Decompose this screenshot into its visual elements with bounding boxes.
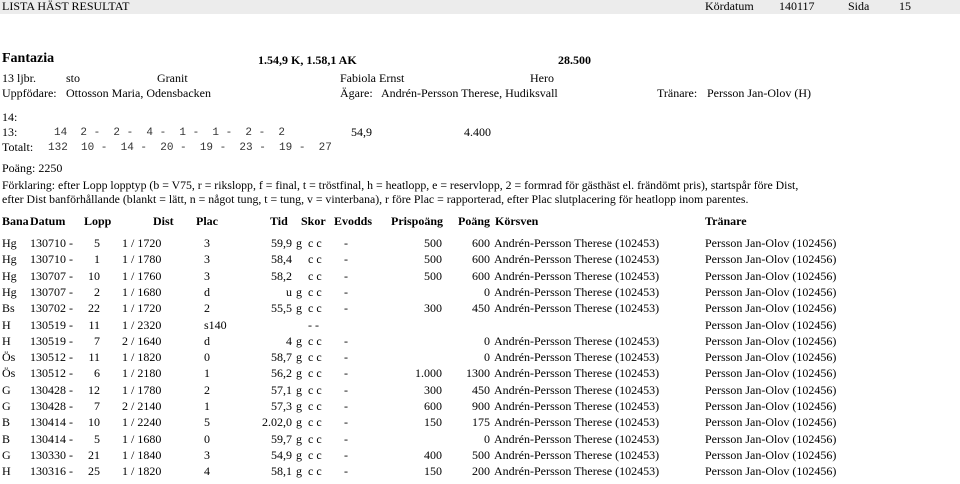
cell-tid: 58,2 xyxy=(271,268,292,283)
cell-tranare: Persson Jan-Olov (102456) xyxy=(705,350,837,365)
breeder-name: Ottosson Maria, Odensbacken xyxy=(66,86,211,100)
col-korsven: Körsven xyxy=(495,214,539,228)
horse-dam: Hero xyxy=(530,71,554,85)
col-datum: Datum xyxy=(30,214,66,228)
cell-plac: d xyxy=(204,333,210,348)
cell-tid: 2.02,0 xyxy=(262,415,292,430)
cell-poang: 0 xyxy=(484,350,490,365)
cell-korsven: Andrén-Persson Therese (102453) xyxy=(494,399,660,413)
cell-datum: 130316 - xyxy=(30,464,73,479)
cell-lopp: 1 xyxy=(94,252,100,267)
owner-label: Ägare: xyxy=(340,86,373,100)
report-header xyxy=(0,0,960,14)
cell-skor: c c xyxy=(308,284,322,299)
cell-dist: 1 / 1720 xyxy=(122,301,162,316)
cell-tid: 57,1 xyxy=(271,382,292,397)
cell-tid: 58,1 xyxy=(271,464,292,479)
date-value: 140117 xyxy=(779,0,815,13)
cell-datum: 130707 - xyxy=(30,284,73,299)
cell-dist: 1 / 1720 xyxy=(122,236,162,250)
cell-tranare: Persson Jan-Olov (102456) xyxy=(705,317,837,332)
stats-13-label: 13: xyxy=(2,125,18,139)
cell-bana: Hg xyxy=(2,236,17,250)
cell-bana: Hg xyxy=(2,284,17,299)
cell-datum: 130428 - xyxy=(30,399,73,413)
cell-lopp: 12 xyxy=(88,382,100,397)
col-tranare: Tränare xyxy=(705,214,747,228)
horse-records: 1.54,9 K, 1.58,1 AK xyxy=(258,53,357,67)
cell-poang: 500 xyxy=(472,447,490,462)
cell-pris: 1.000 xyxy=(415,366,442,381)
cell-evodds: - xyxy=(344,252,348,267)
cell-lopp: 6 xyxy=(94,366,100,381)
cell-bana: Bs xyxy=(2,301,15,316)
cell-pris: 150 xyxy=(424,464,442,479)
cell-lopp: 10 xyxy=(88,415,100,430)
cell-tid: 59,9 xyxy=(271,236,292,250)
cell-evodds: - xyxy=(344,382,348,397)
cell-plac: 5 xyxy=(204,415,210,430)
cell-plac: 0 xyxy=(204,350,210,365)
cell-bana: G xyxy=(2,382,11,397)
cell-korsven: Andrén-Persson Therese (102453) xyxy=(494,447,660,462)
cell-bana: Ös xyxy=(2,366,16,381)
cell-bana: B xyxy=(2,431,11,446)
cell-poang: 600 xyxy=(472,252,490,267)
col-bana: Bana xyxy=(2,214,29,228)
date-label: Kördatum xyxy=(705,0,754,13)
cell-korsven: Andrén-Persson Therese (102453) xyxy=(494,333,660,348)
col-prispoang: Prispoäng xyxy=(391,214,444,228)
page-label: Sida xyxy=(848,0,870,13)
cell-skor: c c xyxy=(308,415,322,430)
owner-name: Andrén-Persson Therese, Hudiksvall xyxy=(381,86,558,100)
cell-poang: 600 xyxy=(472,236,490,250)
cell-tranare: Persson Jan-Olov (102456) xyxy=(705,399,837,413)
cell-evodds: - xyxy=(344,333,348,348)
cell-g: g xyxy=(296,431,302,446)
cell-evodds: - xyxy=(344,268,348,283)
cell-plac: s140 xyxy=(204,317,227,332)
cell-tranare: Persson Jan-Olov (102456) xyxy=(705,464,837,479)
cell-evodds: - xyxy=(344,431,348,446)
cell-skor: c c xyxy=(308,301,322,316)
cell-tranare: Persson Jan-Olov (102456) xyxy=(705,431,837,446)
results-table-header xyxy=(0,214,960,228)
explanation-line-2: efter Dist banförhållande (blankt = lätt, n = något tung, t = tung, v = vinterbana), r före Plac = rapporterad, efter Plac slutplacering för heatlopp inom parentes. xyxy=(2,192,749,206)
cell-datum: 130330 - xyxy=(30,447,73,462)
cell-lopp: 10 xyxy=(88,268,100,283)
cell-skor: c c xyxy=(308,268,322,283)
cell-tranare: Persson Jan-Olov (102456) xyxy=(705,382,837,397)
cell-g: g xyxy=(296,382,302,397)
cell-tranare: Persson Jan-Olov (102456) xyxy=(705,415,837,430)
cell-g: g xyxy=(296,236,302,250)
cell-poang: 900 xyxy=(472,399,490,413)
cell-poang: 450 xyxy=(472,382,490,397)
horse-sire: Fabiola Ernst xyxy=(340,71,405,85)
cell-pris: 500 xyxy=(424,252,442,267)
cell-pris: 300 xyxy=(424,382,442,397)
cell-datum: 130702 - xyxy=(30,301,73,316)
cell-evodds: - xyxy=(344,284,348,299)
cell-tranare: Persson Jan-Olov (102456) xyxy=(705,366,837,381)
cell-datum: 130512 - xyxy=(30,366,73,381)
table-row xyxy=(0,366,960,380)
table-row xyxy=(0,252,960,266)
cell-lopp: 25 xyxy=(88,464,100,479)
cell-dist: 1 / 1820 xyxy=(122,464,162,479)
cell-korsven: Andrén-Persson Therese (102453) xyxy=(494,366,660,381)
stats-total-label: Totalt: xyxy=(2,140,34,154)
cell-tid: 58,4 xyxy=(271,252,292,267)
cell-bana: B xyxy=(2,415,11,430)
cell-evodds: - xyxy=(344,447,348,462)
cell-plac: 3 xyxy=(204,236,210,250)
cell-dist: 1 / 1680 xyxy=(122,284,162,299)
cell-plac: 2 xyxy=(204,301,210,316)
col-skor: Skor xyxy=(301,214,326,228)
cell-dist: 1 / 1760 xyxy=(122,268,162,283)
cell-plac: 3 xyxy=(204,268,210,283)
cell-pris: 600 xyxy=(424,399,442,413)
cell-datum: 130710 - xyxy=(30,236,73,250)
cell-korsven: Andrén-Persson Therese (102453) xyxy=(494,301,660,316)
table-row xyxy=(0,350,960,364)
cell-tid: 58,7 xyxy=(271,350,292,365)
cell-dist: 1 / 2240 xyxy=(122,415,162,430)
cell-datum: 130414 - xyxy=(30,431,73,446)
trainer-label: Tränare: xyxy=(657,86,698,100)
cell-lopp: 5 xyxy=(94,431,100,446)
cell-pris: 300 xyxy=(424,301,442,316)
stats-14-label: 14: xyxy=(2,110,18,124)
cell-lopp: 21 xyxy=(88,447,100,462)
cell-datum: 130710 - xyxy=(30,252,73,267)
cell-g: g xyxy=(296,366,302,381)
report-title: LISTA HÄST RESULTAT xyxy=(2,0,130,13)
cell-plac: 2 xyxy=(204,382,210,397)
cell-tranare: Persson Jan-Olov (102456) xyxy=(705,447,837,462)
cell-skor: c c xyxy=(308,252,322,267)
cell-dist: 1 / 1780 xyxy=(122,252,162,267)
cell-dist: 1 / 2180 xyxy=(122,366,162,381)
page-number: 15 xyxy=(899,0,911,13)
cell-pris: 500 xyxy=(424,236,442,250)
cell-skor: - - xyxy=(308,317,319,332)
cell-bana: G xyxy=(2,399,11,413)
cell-dist: 1 / 1780 xyxy=(122,382,162,397)
trainer-name: Persson Jan-Olov (H) xyxy=(707,86,811,100)
cell-g: g xyxy=(296,284,302,299)
cell-tranare: Persson Jan-Olov (102456) xyxy=(705,236,837,250)
table-row xyxy=(0,415,960,429)
cell-tid: u xyxy=(286,284,292,299)
horse-name: Fantazia xyxy=(2,51,55,66)
cell-bana: G xyxy=(2,447,11,462)
table-row xyxy=(0,448,960,462)
cell-bana: Hg xyxy=(2,252,17,267)
cell-skor: c c xyxy=(308,382,322,397)
cell-korsven: Andrén-Persson Therese (102453) xyxy=(494,284,660,299)
cell-poang: 175 xyxy=(472,415,490,430)
cell-skor: c c xyxy=(308,464,322,479)
horse-sex: sto xyxy=(66,71,81,85)
table-row xyxy=(0,318,960,332)
cell-poang: 0 xyxy=(484,284,490,299)
cell-skor: c c xyxy=(308,236,322,250)
table-row xyxy=(0,285,960,299)
cell-korsven: Andrén-Persson Therese (102453) xyxy=(494,252,660,267)
cell-dist: 2 / 1640 xyxy=(122,333,162,348)
cell-plac: 3 xyxy=(204,252,210,267)
table-row xyxy=(0,334,960,348)
cell-evodds: - xyxy=(344,415,348,430)
cell-g: g xyxy=(296,464,302,479)
cell-datum: 130512 - xyxy=(30,350,73,365)
cell-dist: 2 / 2140 xyxy=(122,399,162,413)
cell-poang: 0 xyxy=(484,333,490,348)
cell-korsven: Andrén-Persson Therese (102453) xyxy=(494,350,660,365)
cell-poang: 0 xyxy=(484,431,490,446)
points-text: Poäng: 2250 xyxy=(2,161,63,175)
cell-dist: 1 / 1820 xyxy=(122,350,162,365)
cell-dist: 1 / 1680 xyxy=(122,431,162,446)
cell-tranare: Persson Jan-Olov (102456) xyxy=(705,268,837,283)
cell-plac: 0 xyxy=(204,431,210,446)
cell-g: g xyxy=(296,301,302,316)
cell-plac: 3 xyxy=(204,447,210,462)
cell-g: g xyxy=(296,350,302,365)
cell-tranare: Persson Jan-Olov (102456) xyxy=(705,301,837,316)
horse-age: 13 ljbr. xyxy=(2,71,37,85)
cell-g: g xyxy=(296,447,302,462)
col-lopp: Lopp xyxy=(84,214,112,228)
cell-evodds: - xyxy=(344,366,348,381)
cell-korsven: Andrén-Persson Therese (102453) xyxy=(494,382,660,397)
table-row xyxy=(0,399,960,413)
table-row xyxy=(0,383,960,397)
cell-datum: 130519 - xyxy=(30,333,73,348)
cell-datum: 130414 - xyxy=(30,415,73,430)
col-plac: Plac xyxy=(196,214,218,228)
cell-lopp: 11 xyxy=(88,317,100,332)
cell-pris: 400 xyxy=(424,447,442,462)
table-row xyxy=(0,464,960,478)
stats-total-values: 132 10 - 14 - 20 - 19 - 23 - 19 - 27 xyxy=(48,142,332,154)
cell-tid: 59,7 xyxy=(271,431,292,446)
cell-lopp: 22 xyxy=(88,301,100,316)
cell-evodds: - xyxy=(344,350,348,365)
cell-datum: 130519 - xyxy=(30,317,73,332)
cell-korsven: Andrén-Persson Therese (102453) xyxy=(494,236,660,250)
cell-dist: 1 / 2320 xyxy=(122,317,162,332)
cell-datum: 130428 - xyxy=(30,382,73,397)
table-row xyxy=(0,301,960,315)
cell-tid: 56,2 xyxy=(271,366,292,381)
explanation-line-1: Förklaring: efter Lopp lopptyp (b = V75, r = rikslopp, f = final, t = tröstfinal, h = heatlopp, e = reservlopp, 2 = formrad för gästhäst el. frändömt pris), startspår före Dist, xyxy=(2,178,799,192)
cell-poang: 450 xyxy=(472,301,490,316)
cell-bana: H xyxy=(2,317,11,332)
cell-evodds: - xyxy=(344,236,348,250)
col-tid: Tid xyxy=(270,214,288,228)
cell-lopp: 2 xyxy=(94,284,100,299)
cell-skor: c c xyxy=(308,399,322,413)
cell-skor: c c xyxy=(308,431,322,446)
stats-13-earnings: 4.400 xyxy=(464,125,491,139)
cell-poang: 600 xyxy=(472,268,490,283)
cell-tranare: Persson Jan-Olov (102456) xyxy=(705,333,837,348)
table-row xyxy=(0,432,960,446)
cell-plac: 1 xyxy=(204,399,210,413)
horse-color: Granit xyxy=(157,71,188,85)
cell-pris: 500 xyxy=(424,268,442,283)
cell-bana: H xyxy=(2,333,11,348)
table-row xyxy=(0,269,960,283)
col-evodds: Evodds xyxy=(334,214,373,228)
cell-datum: 130707 - xyxy=(30,268,73,283)
col-poang: Poäng xyxy=(458,214,491,228)
table-row xyxy=(0,236,960,250)
cell-tranare: Persson Jan-Olov (102456) xyxy=(705,252,837,267)
cell-evodds: - xyxy=(344,301,348,316)
cell-g: g xyxy=(296,399,302,413)
cell-g: g xyxy=(296,415,302,430)
cell-poang: 1300 xyxy=(466,366,490,381)
cell-lopp: 11 xyxy=(88,350,100,365)
cell-lopp: 7 xyxy=(94,333,100,348)
cell-pris: 150 xyxy=(424,415,442,430)
cell-tid: 54,9 xyxy=(271,447,292,462)
cell-korsven: Andrén-Persson Therese (102453) xyxy=(494,415,660,430)
cell-plac: d xyxy=(204,284,210,299)
cell-evodds: - xyxy=(344,464,348,479)
cell-tid: 55,5 xyxy=(271,301,292,316)
cell-korsven: Andrén-Persson Therese (102453) xyxy=(494,431,660,446)
cell-skor: c c xyxy=(308,366,322,381)
cell-korsven: Andrén-Persson Therese (102453) xyxy=(494,268,660,283)
cell-poang: 200 xyxy=(472,464,490,479)
breeder-label: Uppfödare: xyxy=(2,86,57,100)
cell-plac: 1 xyxy=(204,366,210,381)
cell-bana: H xyxy=(2,464,11,479)
cell-lopp: 5 xyxy=(94,236,100,250)
cell-plac: 4 xyxy=(204,464,210,479)
cell-dist: 1 / 1840 xyxy=(122,447,162,462)
horse-earnings: 28.500 xyxy=(558,53,591,67)
cell-g: g xyxy=(296,333,302,348)
stats-13-values: 14 2 - 2 - 4 - 1 - 1 - 2 - 2 xyxy=(54,127,286,139)
cell-lopp: 7 xyxy=(94,399,100,413)
cell-skor: c c xyxy=(308,333,322,348)
col-dist: Dist xyxy=(153,214,174,228)
cell-tid: 4 xyxy=(286,333,292,348)
cell-tranare: Persson Jan-Olov (102456) xyxy=(705,284,837,299)
cell-skor: c c xyxy=(308,350,322,365)
cell-bana: Hg xyxy=(2,268,17,283)
cell-tid: 57,3 xyxy=(271,399,292,413)
cell-korsven: Andrén-Persson Therese (102453) xyxy=(494,464,660,479)
cell-evodds: - xyxy=(344,399,348,413)
stats-13-time: 54,9 xyxy=(351,125,372,139)
cell-skor: c c xyxy=(308,447,322,462)
cell-bana: Ös xyxy=(2,350,16,365)
